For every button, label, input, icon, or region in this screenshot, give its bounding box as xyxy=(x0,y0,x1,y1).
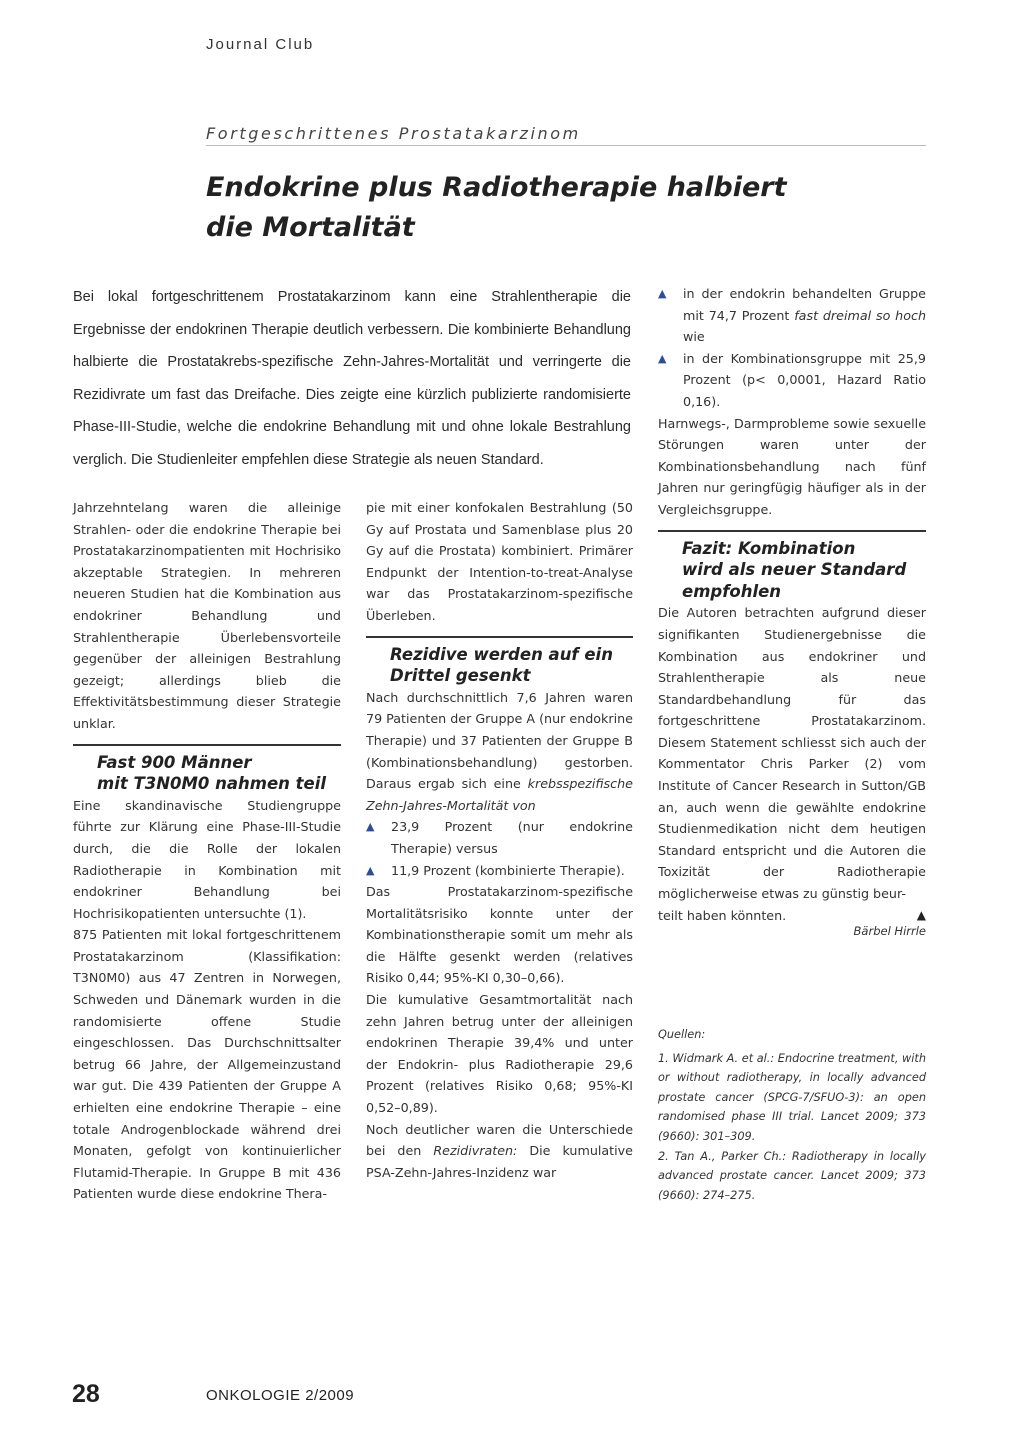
column-3 xyxy=(658,283,926,926)
col3-paragraph-2-end xyxy=(658,905,926,927)
triangle-bullet-icon: ▲ xyxy=(366,863,375,877)
col2-p5-italic: Rezidivraten: xyxy=(433,1143,518,1159)
running-head: Journal Club xyxy=(206,36,315,53)
headline-line-2: die Mortalität xyxy=(206,212,415,243)
col3-bullet-1-start: in der endokrin behandelten Gruppe mit 74,7 Prozent xyxy=(683,286,926,323)
col2-bullet-2-text: 11,9 Prozent (kombinierte Therapie). xyxy=(391,862,625,878)
references xyxy=(658,1025,926,1205)
triangle-bullet-icon: ▲ xyxy=(658,351,667,365)
col2-paragraph-3: Das Prostatakarzinom-spezifische Mortalitätsrisiko konnte unter der Kombinationstherapie somit um mehr als die Hälfte gesenkt werden (relatives Risiko 0,44; 95%-KI 0,30–0,66). xyxy=(366,884,633,986)
references-title: Quellen: xyxy=(658,1028,706,1041)
triangle-bullet-icon: ▲ xyxy=(366,820,375,834)
col2-p5-start: Noch deutlicher waren die Unterschiede bei den xyxy=(366,1121,633,1159)
col2-subhead-line-2: Drittel gesenkt xyxy=(390,666,531,686)
journal-issue: ONKOLOGIE 2/2009 xyxy=(206,1387,355,1404)
col1-subhead-rule xyxy=(73,744,341,746)
headline xyxy=(206,168,846,248)
column-2 xyxy=(366,497,633,1183)
col1-paragraph-2: Eine skandinavische Studiengruppe führte zur Klärung eine Phase-III-Studie durch, die die Rolle der lokalen Radiotherapie in Kombination mit endokriner Behandlung bei Hochrisikopatienten untersuchte (1). xyxy=(73,797,341,921)
author-name: Bärbel Hirrle xyxy=(853,924,926,938)
col3-subhead-rule xyxy=(658,530,926,532)
col2-paragraph-4: Die kumulative Gesamtmortalität nach zehn Jahren betrug unter der alleinigen endokrinen Therapie 39,4% und unter der Endokrin- plus Radiotherapie 29,6 Prozent (relatives Risiko 0,68; 95%-KI 0,52–0,89). xyxy=(366,992,633,1116)
col1-subhead xyxy=(73,752,341,795)
col3-subhead-line-3: empfohlen xyxy=(682,581,782,601)
col3-subhead-line-1: Fazit: Kombination xyxy=(682,538,856,558)
col3-paragraph-1: Harnwegs-, Darmprobleme sowie sexuelle Störungen waren unter der Kombinationsbehandlung nach fünf Jahren nur geringfügig häufiger als in der Vergleichsgruppe. xyxy=(658,415,926,517)
col2-p2-italic: krebsspezifische Zehn-Jahres-Mortalität von xyxy=(366,776,633,813)
lead-text: Bei lokal fortgeschrittenem Prostatakarzinom kann eine Strahlentherapie die Ergebnisse der endokrinen Therapie deutlich verbessern. Die kombinierte Behandlung halbierte die Prostatakrebs-spezifische Zehn-Jahres-Mortalität und verringerte die Rezidivrate um fast das Dreifache. Dies zeigte eine kürzlich publizierte randomisierte Phase-III-Studie, welche die endokrine Behandlung mit und ohne lokale Bestrahlung verglich. Die Studienleiter empfehlen diese Strategie als neuen Standard. xyxy=(73,289,631,468)
page-number: 28 xyxy=(72,1380,100,1408)
col2-p2-text: Nach durchschnittlich 7,6 Jahren waren 79 Patienten der Gruppe A (nur endokrine Therapie) und 37 Patienten der Gruppe B (Kombinationsbehandlung) gestorben. Daraus ergab sich eine xyxy=(366,689,633,792)
col3-subhead xyxy=(658,538,926,603)
col3-bullet-2-text: in der Kombinationsgruppe mit 25,9 Prozent (p< 0,0001, Hazard Ratio 0,16). xyxy=(683,350,926,409)
col3-bullet-1-end: wie xyxy=(683,329,705,345)
col2-p5-end: Die kumulative PSA-Zehn-Jahres-Inzidenz war xyxy=(366,1143,633,1180)
col3-subhead-line-2: wird als neuer Standard xyxy=(682,560,907,580)
column-1 xyxy=(73,497,341,1205)
col2-bullet-1 xyxy=(366,816,633,859)
col3-bullet-1-italic: fast dreimal so hoch xyxy=(794,307,926,323)
triangle-bullet-icon: ▲ xyxy=(658,287,667,300)
col1-subhead-line-2: mit T3N0M0 nahmen teil xyxy=(97,774,327,794)
end-of-article-icon: ▲ xyxy=(916,907,926,922)
reference-2: 2. Tan A., Parker Ch.: Radiotherapy in locally advanced prostate cancer. Lancet 2009; 373 (9660): 274–275. xyxy=(658,1149,926,1202)
col3-last-line: teilt haben könnten. xyxy=(658,907,787,923)
col2-bullet-2 xyxy=(366,860,633,882)
col3-bullet-1 xyxy=(658,283,926,348)
col2-paragraph-1: pie mit einer konfokalen Bestrahlung (50 Gy auf Prostata und Samenblase plus 20 Gy auf die Prostata) kombiniert. Primärer Endpunkt der Intention-to-treat-Analyse war das Prostatakarzinom-spezifische Überleben. xyxy=(366,500,633,623)
col1-paragraph-1: Jahrzehntelang waren die alleinige Strahlen- oder die endokrine Therapie bei Prostatakarzinompatienten mit Hochrisiko akzeptable Strategien. In mehreren neueren Studien hat die Kombination aus endokriner Behandlung und Strahlentherapie Überlebensvorteile gegenüber der alleinigen Bestrahlung gezeigt; allerdings blieb die Effektivitätsbestimmung dieser Strategie unklar. xyxy=(73,500,341,731)
lead-paragraph xyxy=(73,281,631,477)
col1-paragraph-3: 875 Patienten mit lokal fortgeschrittenem Prostatakarzinom (Klassifikation: T3N0M0) aus 47 Zentren in Norwegen, Schweden und Dänemark wurden in die randomisierte offene Studie eingeschlossen. Das Durchschnittsalter betrug 66 Jahre, der Allgemeinzustand war gut. Die 439 Patienten der Gruppe A erhielten eine endokrine Therapie – eine totale Androgenblockade während drei Monaten, gefolgt von kontinuierlicher Flutamid-Therapie. In Gruppe B mit 436 Patienten wurde diese endokrine Thera- xyxy=(73,927,341,1202)
col2-paragraph-2 xyxy=(366,687,633,817)
col2-bullet-1-text: 23,9 Prozent (nur endokrine Therapie) versus xyxy=(391,819,633,856)
col3-bullet-2 xyxy=(658,348,926,413)
col3-bullet-1-text xyxy=(683,283,926,348)
col2-subhead xyxy=(366,644,633,687)
section-label: Fortgeschrittenes Prostatakarzinom xyxy=(206,124,581,143)
col2-subhead-line-1: Rezidive werden auf ein xyxy=(390,644,613,664)
col2-paragraph-5 xyxy=(366,1119,633,1184)
col3-paragraph-2: Die Autoren betrachten aufgrund dieser signifikanten Studienergebnisse die Kombination aus endokriner und Strahlentherapie als neue Standardbehandlung für das fortgeschrittene Prostatakarzinom. Diesem Statement schliesst sich auch der Kommentator Chris Parker (2) vom Institute of Cancer Research in Sutton/GB an, auch wenn die gewählte endokrine Studienmedikation nicht dem heutigen Standard entspricht und die Autoren die Toxizität der Radiotherapie möglicherweise etwas zu günstig beur- xyxy=(658,605,926,902)
col2-subhead-rule xyxy=(366,636,633,638)
reference-1: 1. Widmark A. et al.: Endocrine treatment, with or without radiotherapy, in locally advanced prostate cancer (SPCG-7/SFUO-3): an open randomised phase III trial. Lancet 2009; 373 (9660): 301–309. xyxy=(658,1051,926,1143)
col1-subhead-line-1: Fast 900 Männer xyxy=(97,752,252,772)
section-rule xyxy=(206,145,926,146)
headline-line-1: Endokrine plus Radiotherapie halbiert xyxy=(206,172,787,203)
